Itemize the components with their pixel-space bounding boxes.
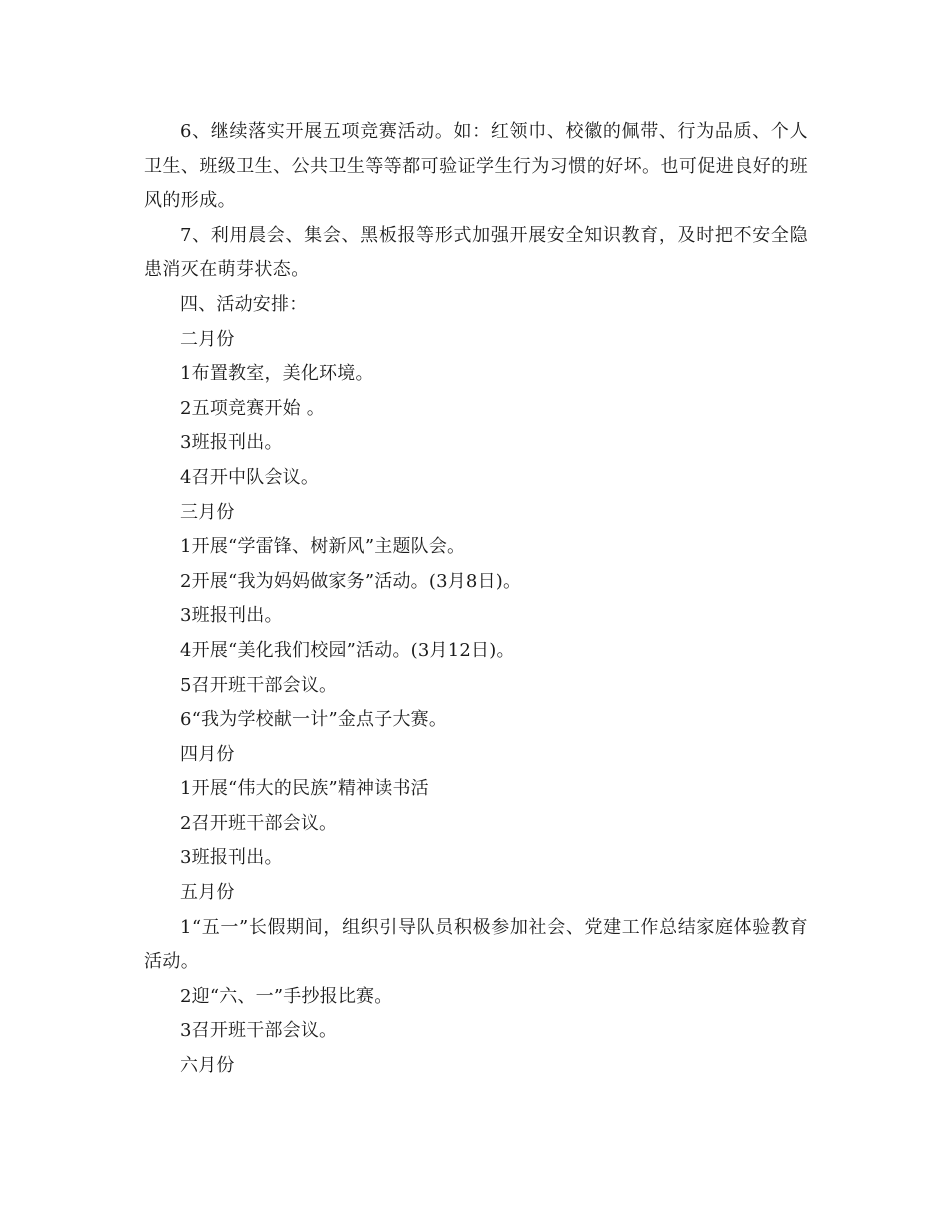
list-item: 4开展“美化我们校园”活动。(3月12日)。	[180, 639, 515, 661]
list-item: 1“五一”长假期间，组织引导队员积极参加社会、党建工作总结家庭体验教育活动。	[144, 916, 808, 973]
list-item: 1开展“伟大的民族”精神读书活	[180, 778, 429, 800]
list-item: 3班报刊出。	[180, 432, 283, 454]
paragraph-item-6: 6、继续落实开展五项竞赛活动。如：红领巾、校徽的佩带、行为品质、个人卫生、班级卫生、公共卫生等等都可验证学生行为习惯的好坏。也可促进良好的班风的形成。	[144, 121, 808, 212]
list-item: 2五项竞赛开始 。	[180, 397, 325, 419]
list-item: 3班报刊出。	[180, 605, 283, 627]
list-item: 2召开班干部会议。	[180, 812, 338, 834]
list-item: 6“我为学校献一计”金点子大赛。	[180, 709, 448, 731]
list-item: 1开展“学雷锋、树新风”主题队会。	[180, 536, 466, 558]
month-heading-february: 二月份	[180, 328, 235, 350]
list-item: 4召开中队会议。	[180, 466, 320, 488]
list-item: 2迎“六、一”手抄报比赛。	[180, 985, 393, 1007]
list-item: 2开展“我为妈妈做家务”活动。(3月8日)。	[180, 570, 522, 592]
month-heading-may: 五月份	[180, 882, 235, 904]
paragraph-item-7: 7、利用晨会、集会、黑板报等形式加强开展安全知识教育，及时把不安全隐患消灭在萌芽状态。	[144, 224, 808, 281]
month-heading-june: 六月份	[180, 1055, 235, 1077]
section-heading-activity-schedule: 四、活动安排：	[180, 293, 308, 315]
list-item: 3召开班干部会议。	[180, 1020, 338, 1042]
list-item: 1布置教室，美化环境。	[180, 363, 374, 385]
month-heading-april: 四月份	[180, 743, 235, 765]
document-body	[144, 115, 808, 1084]
month-heading-march: 三月份	[180, 501, 235, 523]
list-item: 3班报刊出。	[180, 847, 283, 869]
list-item: 5召开班干部会议。	[180, 674, 338, 696]
